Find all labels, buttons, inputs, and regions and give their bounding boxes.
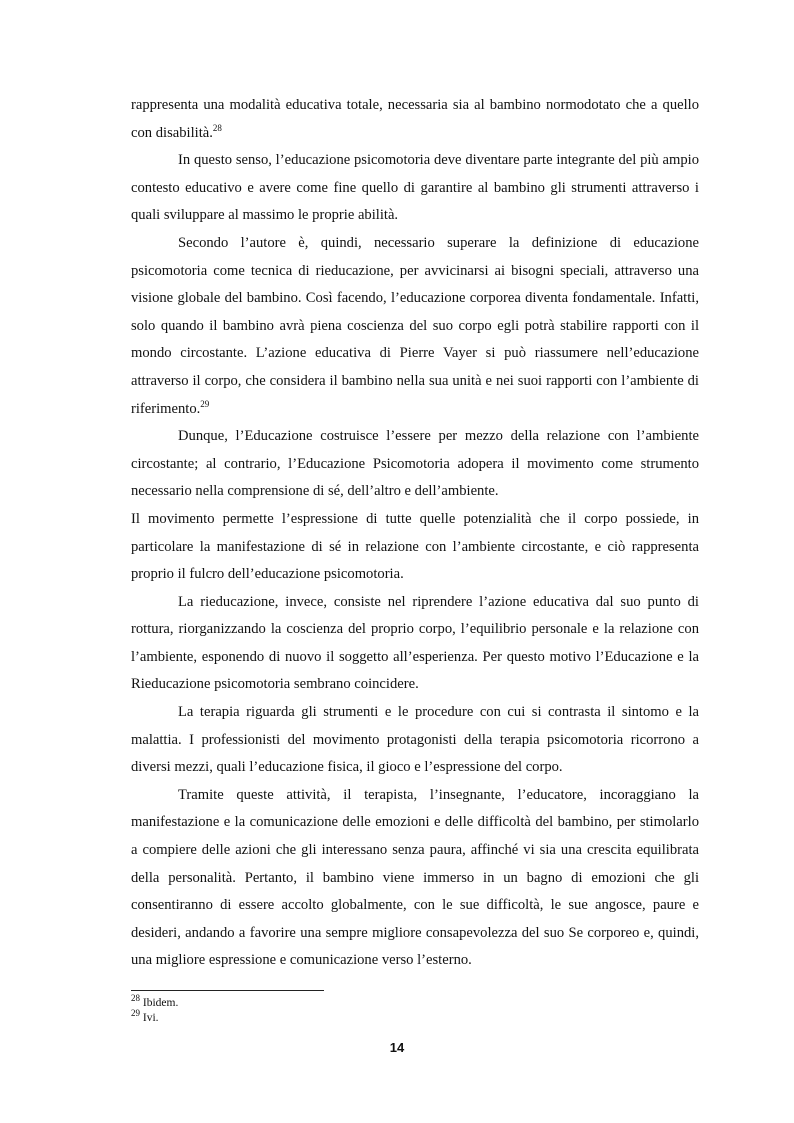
paragraph: Secondo l’autore è, quindi, necessario superare la definizione di educazione psicomotoria come tecnica di rieducazione, per avvicinarsi ai bisogni speciali, attraverso una visione globale del bambino. Così facendo, l’educazione corporea diventa fondamentale. Infatti, solo quando il bambino avrà piena coscienza del suo corpo egli potrà stabilire rapporti con il mondo circostante. L’azione educativa di Pierre Vayer si può riassumere nell’educazione attraverso il corpo, che considera il bambino nella sua unità e nei suoi rapporti con l’ambiente di riferimento.$^{29}$: [131, 234, 699, 417]
footnote-separator: [131, 990, 324, 991]
paragraph: In questo senso, l’educazione psicomotoria deve diventare parte integrante del più ampio contesto educativo e avere come fine quello di garantire al bambino gli strumenti attraverso i quali sviluppare al massimo le proprie abilità.: [131, 152, 699, 224]
paragraph: Tramite queste attività, il terapista, l’insegnante, l’educatore, incoraggiano la manifestazione e la comunicazione delle emozioni e delle difficoltà del bambino, per stimolarlo a compiere delle azioni che gli interessano senza paura, affinché vi sia una crescita equilibrata della personalità. Pertanto, il bambino viene immerso in un bagno di emozioni che gli consentiranno di essere accolto globalmente, con le sue difficoltà, le sue angosce, paure e desideri, andando a favorire una sempre migliore consapevolezza del suo Se corporeo e, quindi, una migliore espressione e comunicazione verso l’esterno.: [131, 786, 699, 969]
paragraph: La rieducazione, invece, consiste nel riprendere l’azione educativa dal suo punto di rottura, riorganizzando la coscienza del proprio corpo, l’equilibrio personale e la relazione con l’ambiente, esponendo di nuovo il soggetto all’esperienza. Per questo motivo l’Educazione e la Rieducazione psicomotoria sembrano coincidere.: [131, 593, 699, 693]
footnote-29: $^{29}$ Ivi.: [131, 1008, 159, 1024]
footnote-ref-28: 28: [212, 122, 222, 133]
page-number: 14: [389, 1040, 405, 1055]
paragraph: Dunque, l’Educazione costruisce l’essere per mezzo della relazione con l’ambiente circostante; al contrario, l’Educazione Psicomotoria adopera il movimento come strumento necessario nella comprensione di sé, dell’altro e dell’ambiente.: [131, 428, 699, 500]
page-body: [131, 92, 699, 975]
footnote-ref-29: 29: [200, 398, 210, 409]
footnote-28: $^{28}$ Ibidem.: [131, 993, 179, 1009]
footnotes: [131, 993, 699, 1026]
paragraph-continuation: rappresenta una modalità educativa totale, necessaria sia al bambino normodotato che a quello con disabilità.$^{28}$: [131, 97, 699, 141]
paragraph: La terapia riguarda gli strumenti e le procedure con cui si contrasta il sintomo e la malattia. I professionisti del movimento protagonisti della terapia psicomotoria ricorrono a diversi mezzi, quali l’educazione fisica, il gioco e l’espressione del corpo.: [131, 704, 699, 776]
paragraph-no-indent: Il movimento permette l’espressione di tutte quelle potenzialità che il corpo possiede, in particolare la manifestazione di sé in relazione con l’ambiente circostante, e ciò rappresenta proprio il fulcro dell’educazione psicomotoria.: [131, 510, 699, 583]
